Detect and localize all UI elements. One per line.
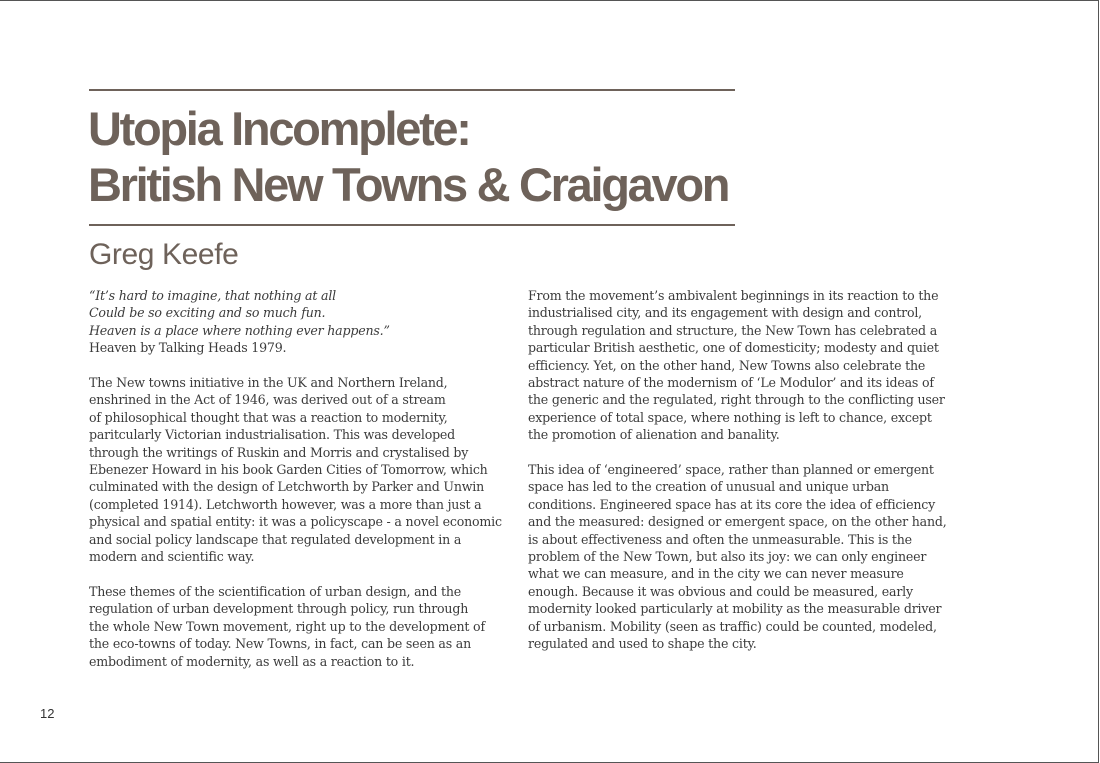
title-top-rule	[89, 89, 735, 91]
text-line: through the writings of Ruskin and Morris and crystalised by	[89, 444, 469, 460]
text-line: what we can measure, and in the city we can never measure	[528, 566, 904, 582]
text-line: particular British aesthetic, one of domesticity; modesty and quiet	[528, 340, 939, 356]
text-line: of urbanism. Mobility (seen as traffic) could be counted, modeled,	[528, 618, 937, 634]
text-line: regulated and used to shape the city.	[528, 636, 757, 652]
text-line: physical and spatial entity: it was a policyscape - a novel economic	[89, 514, 502, 530]
epigraph-line: Heaven is a place where nothing ever happens.”	[89, 322, 390, 338]
left-column	[89, 287, 509, 687]
text-line: the eco-towns of today. New Towns, in fact, can be seen as an	[89, 636, 471, 652]
text-line: efficiency. Yet, on the other hand, New Towns also celebrate the	[528, 357, 926, 373]
text-line: the promotion of alienation and banality.	[528, 427, 780, 443]
text-line: through regulation and structure, the New Town has celebrated a	[528, 322, 938, 338]
text-line: the whole New Town movement, right up to the development of	[89, 618, 485, 634]
epigraph-line: “It’s hard to imagine, that nothing at all	[89, 288, 336, 303]
text-line: (completed 1914). Letchworth however, was a more than just a	[89, 496, 482, 512]
text-line: The New towns initiative in the UK and Northern Ireland,	[89, 375, 448, 391]
text-line: Ebenezer Howard in his book Garden Cities of Tomorrow, which	[89, 462, 488, 478]
text-line: These themes of the scientification of urban design, and the	[89, 583, 462, 599]
text-line: conditions. Engineered space has at its core the idea of efficiency	[528, 496, 936, 512]
text-line: culminated with the design of Letchworth by Parker and Unwin	[89, 479, 485, 495]
paragraph	[528, 287, 948, 444]
paragraph	[89, 374, 509, 565]
text-line: paritcularly Victorian industrialisation. This was developed	[89, 427, 456, 443]
text-line: enshrined in the Act of 1946, was derived out of a stream	[89, 392, 446, 408]
epigraph-source: Heaven by Talking Heads 1979.	[89, 340, 287, 356]
text-line: modern and scientific way.	[89, 549, 255, 565]
page-number: 12	[40, 706, 55, 721]
epigraph	[89, 287, 509, 357]
text-line: space has led to the creation of unusual and unique urban	[528, 479, 889, 495]
paragraph	[528, 461, 948, 652]
title-bottom-rule	[89, 224, 735, 226]
paragraph	[89, 583, 509, 670]
text-line: the generic and the regulated, right through to the conflicting user	[528, 392, 945, 408]
text-line: is about effectiveness and often the unmeasurable. This is the	[528, 531, 912, 547]
text-line: of philosophical thought that was a reaction to modernity,	[89, 409, 448, 425]
text-line: industrialised city, and its engagement with design and control,	[528, 305, 922, 321]
text-line: regulation of urban development through policy, run through	[89, 601, 469, 617]
text-line: experience of total space, where nothing is left to chance, except	[528, 409, 932, 425]
text-line: and the measured: designed or emergent space, on the other hand,	[528, 514, 947, 530]
text-line: and social policy landscape that regulated development in a	[89, 531, 462, 547]
right-column	[528, 287, 948, 670]
text-line: This idea of ‘engineered’ space, rather than planned or emergent	[528, 462, 934, 478]
text-line: enough. Because it was obvious and could be measured, early	[528, 583, 913, 599]
author-name: Greg Keefe	[89, 238, 239, 271]
epigraph-line: Could be so exciting and so much fun.	[89, 305, 326, 321]
text-line: problem of the New Town, but also its joy: we can only engineer	[528, 549, 927, 565]
text-line: embodiment of modernity, as well as a reaction to it.	[89, 653, 415, 669]
title-line: Utopia Incomplete:	[88, 102, 470, 155]
text-line: modernity looked particularly at mobility as the measurable driver	[528, 601, 942, 617]
text-line: From the movement’s ambivalent beginnings in its reaction to the	[528, 288, 939, 303]
text-line: abstract nature of the modernism of ‘Le Modulor’ and its ideas of	[528, 375, 934, 391]
article-title	[88, 101, 788, 213]
title-line: British New Towns & Craigavon	[88, 158, 729, 211]
